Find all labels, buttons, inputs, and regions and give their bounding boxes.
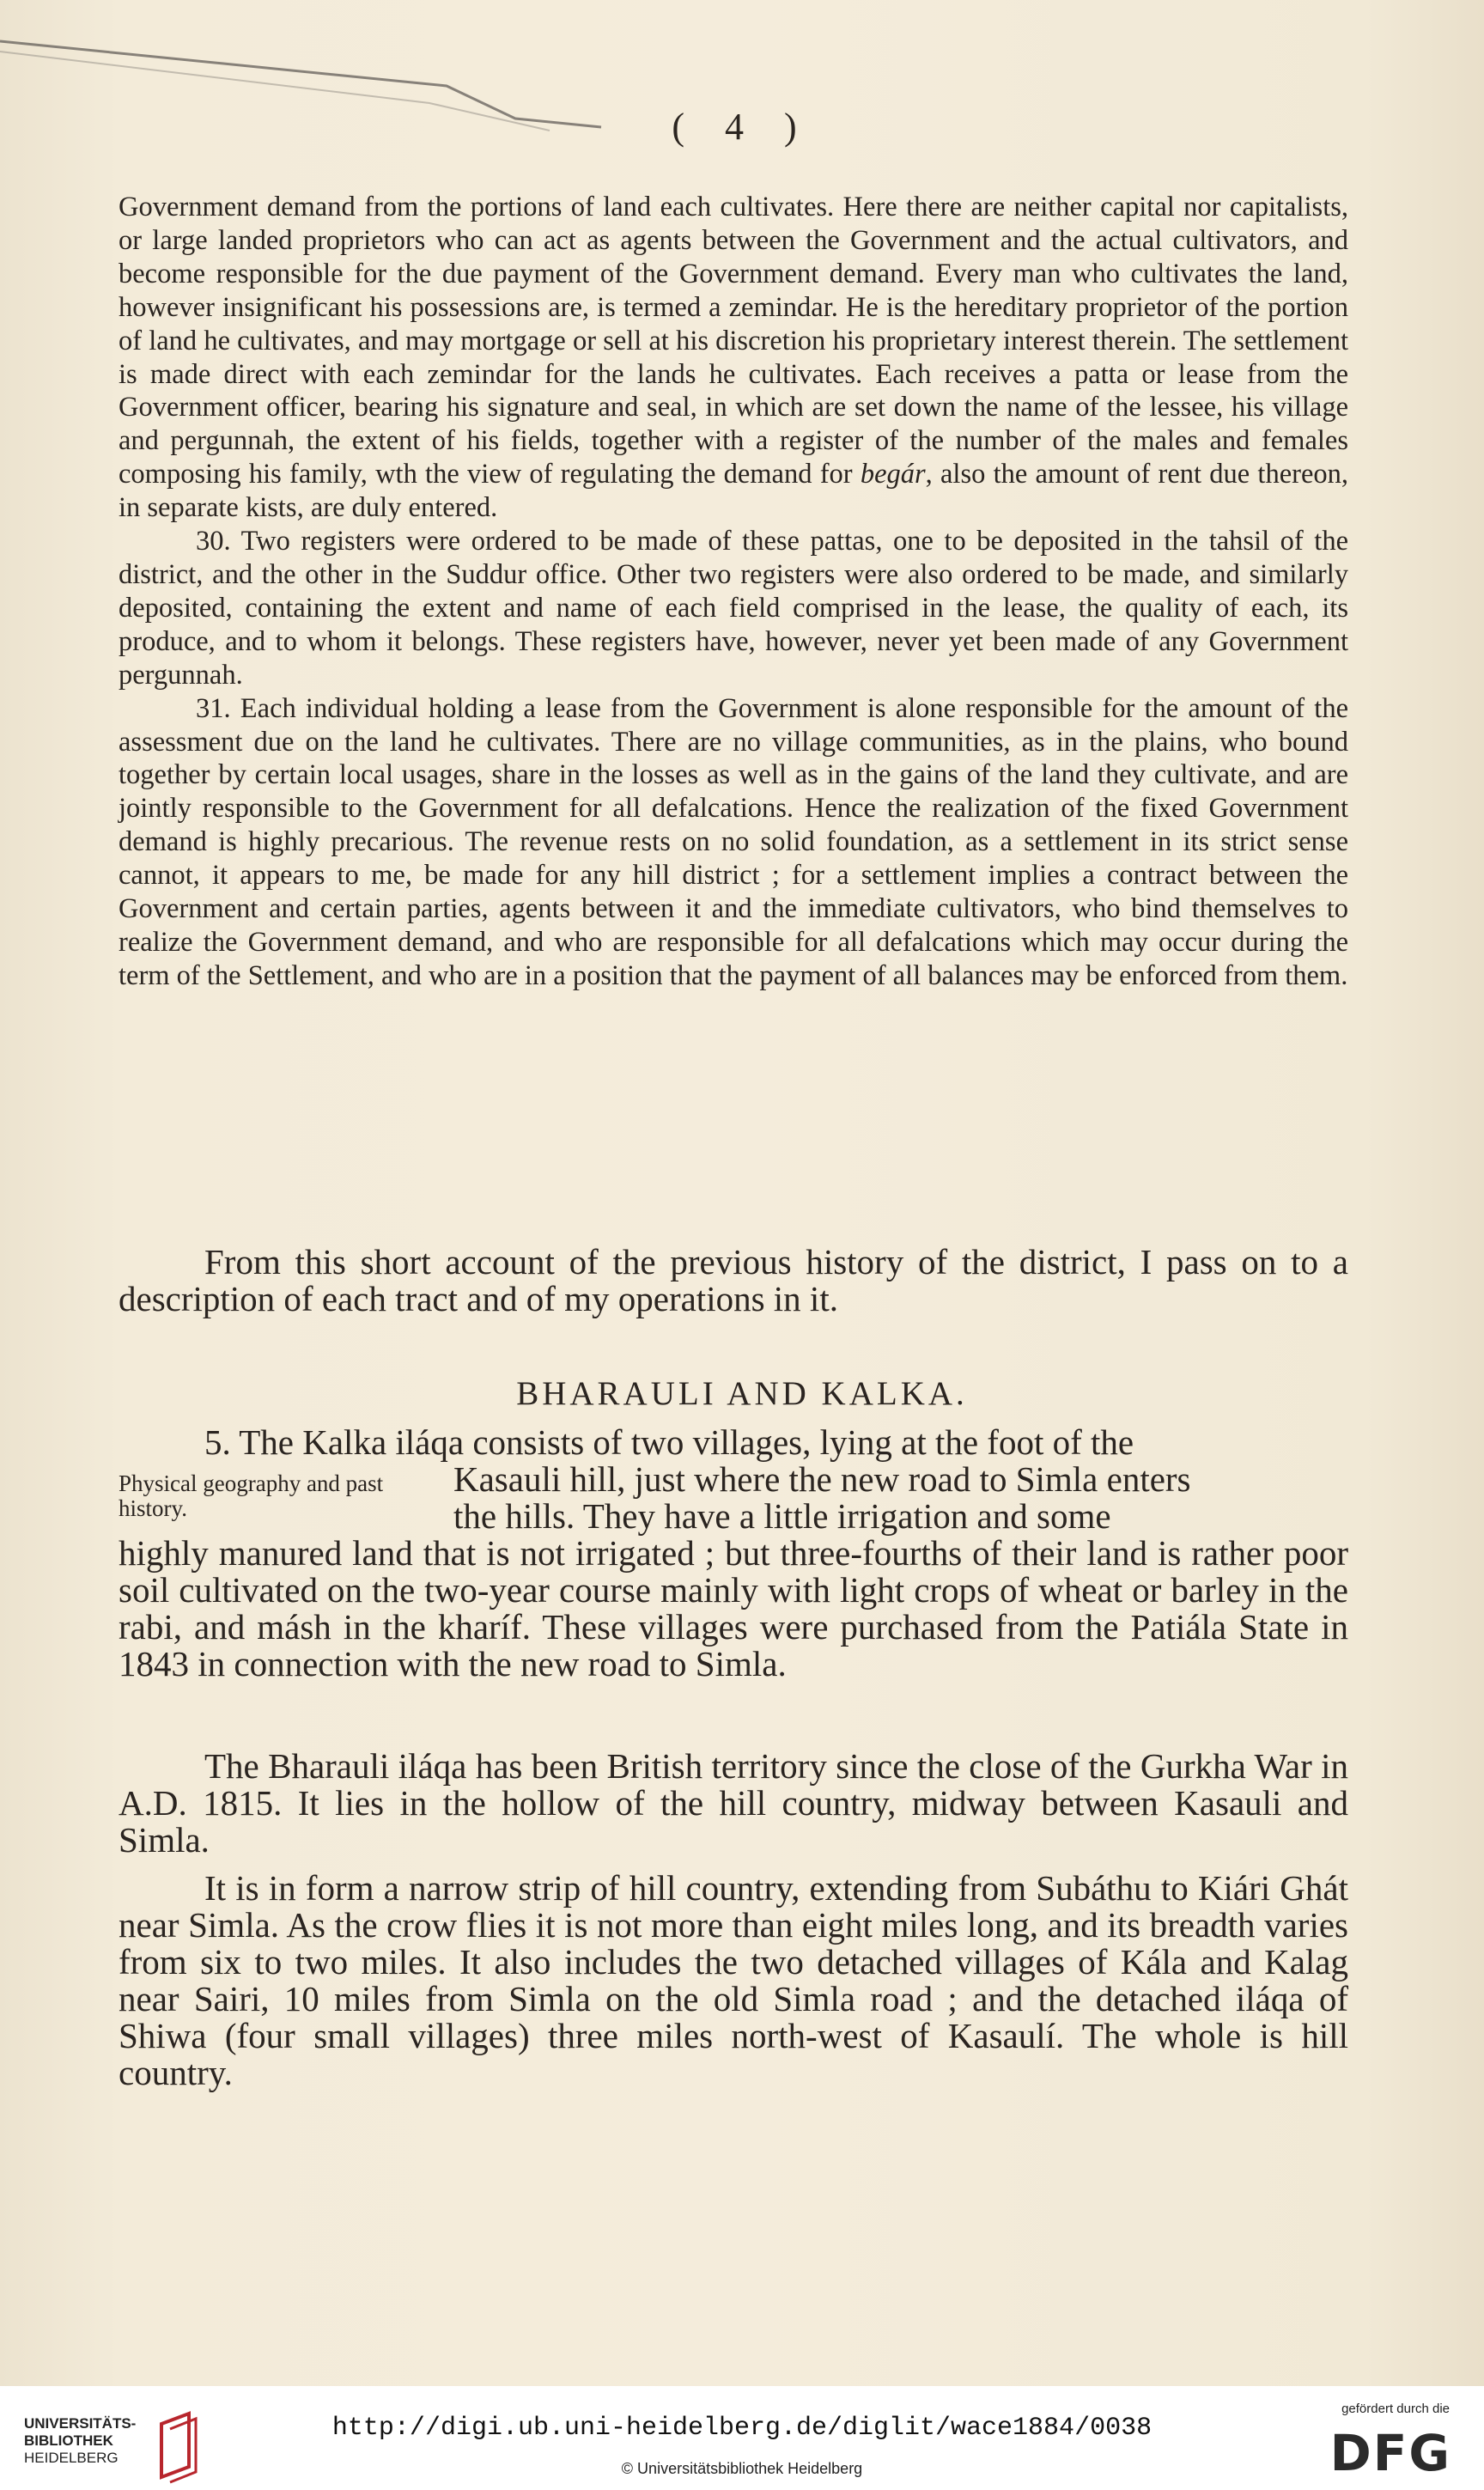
paragraph-30: 30. Two registers were ordered to be made of these pattas, one to be deposited in the tahsil of the district, and the other in the Suddur office. Other two registers were also ordered to be made, and similarly deposited, containing the extent and name of each field comprised in the lease, the quality of each, its produce, and to whom it belongs. These registers have, however, never yet been made of any Government pergunnah. (119, 526, 1348, 691)
paragraph-31: 31. Each individual holding a lease from the Government is alone responsible for the amount of the assessment due on the land he cultivates. There are no village communities, as in the plains, who bound together by certain local usages, share in the losses as well as in the gains of the land they cultivate, and are jointly responsible to the Government for all defalcations. Hence the realization of the fixed Government demand is highly precarious. The revenue rests on no solid foundation, as a settlement in its strict sense cannot, it appears to me, be made for any hill district ; for a settlement implies a contract between the Government and certain parties, agents between it and the immediate cultivators, who bind themselves to realize the Government demand, and who are responsible for all defalcations which may occur during the term of the Settlement, and who are in a position that the payment of all balances may be enforced from them. (119, 692, 1348, 991)
library-line-3: HEIDELBERG (24, 2450, 119, 2466)
funding-note: gefördert durch die (1341, 2402, 1450, 2416)
copyright-text: © Universitätsbibliothek Heidelberg (621, 2460, 863, 2477)
paragraph-5-lead: 5. The Kalka iláqa consists of two villages, lying at the foot of the (204, 1422, 1134, 1462)
source-url-link[interactable]: http://digi.ub.uni-heidelberg.de/diglit/wace1884/0038 (331, 2414, 1153, 2443)
page-number: ( 4 ) (672, 106, 812, 148)
paragraph-continued: Government demand from the portions of land each cultivates. Here there are neither capital nor capitalists, or large landed proprietors who can act as agents between the Government and the actual cultivators, and become responsible for the due payment of the Government demand. Every man who cultivates the land, however insignificant his possessions are, is termed a zemindar. He is the hereditary proprietor of the portion of land he cultivates, and may mortgage or sell at his discretion his proprietary interest therein. The settlement is made direct with each zemindar for the lands he cultivates. Each receives a patta or lease from the Government officer, bearing his signature and seal, in which are set down the name of the lessee, his village and pergunnah, the extent of his fields, together with a register of the number of the males and females composing his family, wth the view of regulating the demand for begár, also the amount of rent due thereon, in separate kists, are duly entered. (119, 192, 1348, 524)
small-print-section (119, 191, 1348, 993)
library-line-2: BIBLIOTHEK (24, 2432, 113, 2449)
footer-bar (0, 2386, 1484, 2490)
section-heading: BHARAULI AND KALKA. (516, 1375, 968, 1412)
paragraph-5 (119, 1424, 1348, 1683)
paragraph-bharauli-text: The Bharauli iláqa has been British territory since the close of the Gurkha War in A.D. 1815. It lies in the hollow of the hill country, midway between Kasauli and Simla. (119, 1746, 1348, 1860)
margin-note: Physical geography and past history. (119, 1470, 384, 1521)
paragraph-5-line-3: the hills. They have a little irrigation and some (453, 1496, 1111, 1536)
paragraph-form-text: It is in form a narrow strip of hill country, extending from Subáthu to Kiári Ghát near Simla. As the crow flies it is not more than eight miles long, and its breadth varies from six to two miles. It also includes the two detached villages of Kála and Kalag near Sairi, 10 miles from Simla on the old Simla road ; and the detached iláqa of Shiwa (four small villages) three miles north-west of Kasaulí. The whole is hill country. (119, 1868, 1348, 2092)
paragraph-bharauli (119, 1748, 1348, 1859)
paragraph-5-rest: highly manured land that is not irrigated ; but three-fourths of their land is rather poor soil cultivated on the two-year course mainly with light crops of wheat or barley in the rabi, and másh in the kharíf. These villages were purchased from the Patiála State in 1843 in connection with the new road to Simla. (119, 1533, 1348, 1683)
paragraph-5-line-2: Kasauli hill, just where the new road to Simla enters (453, 1459, 1191, 1499)
library-line-1: UNIVERSITÄTS- (24, 2415, 137, 2432)
paragraph-form (119, 1870, 1348, 2091)
transition-text: From this short account of the previous history of the district, I pass on to a description of each tract and of my operations in it. (119, 1242, 1348, 1318)
dfg-logo: DFG (1329, 2424, 1451, 2482)
transition-paragraph (119, 1244, 1348, 1318)
